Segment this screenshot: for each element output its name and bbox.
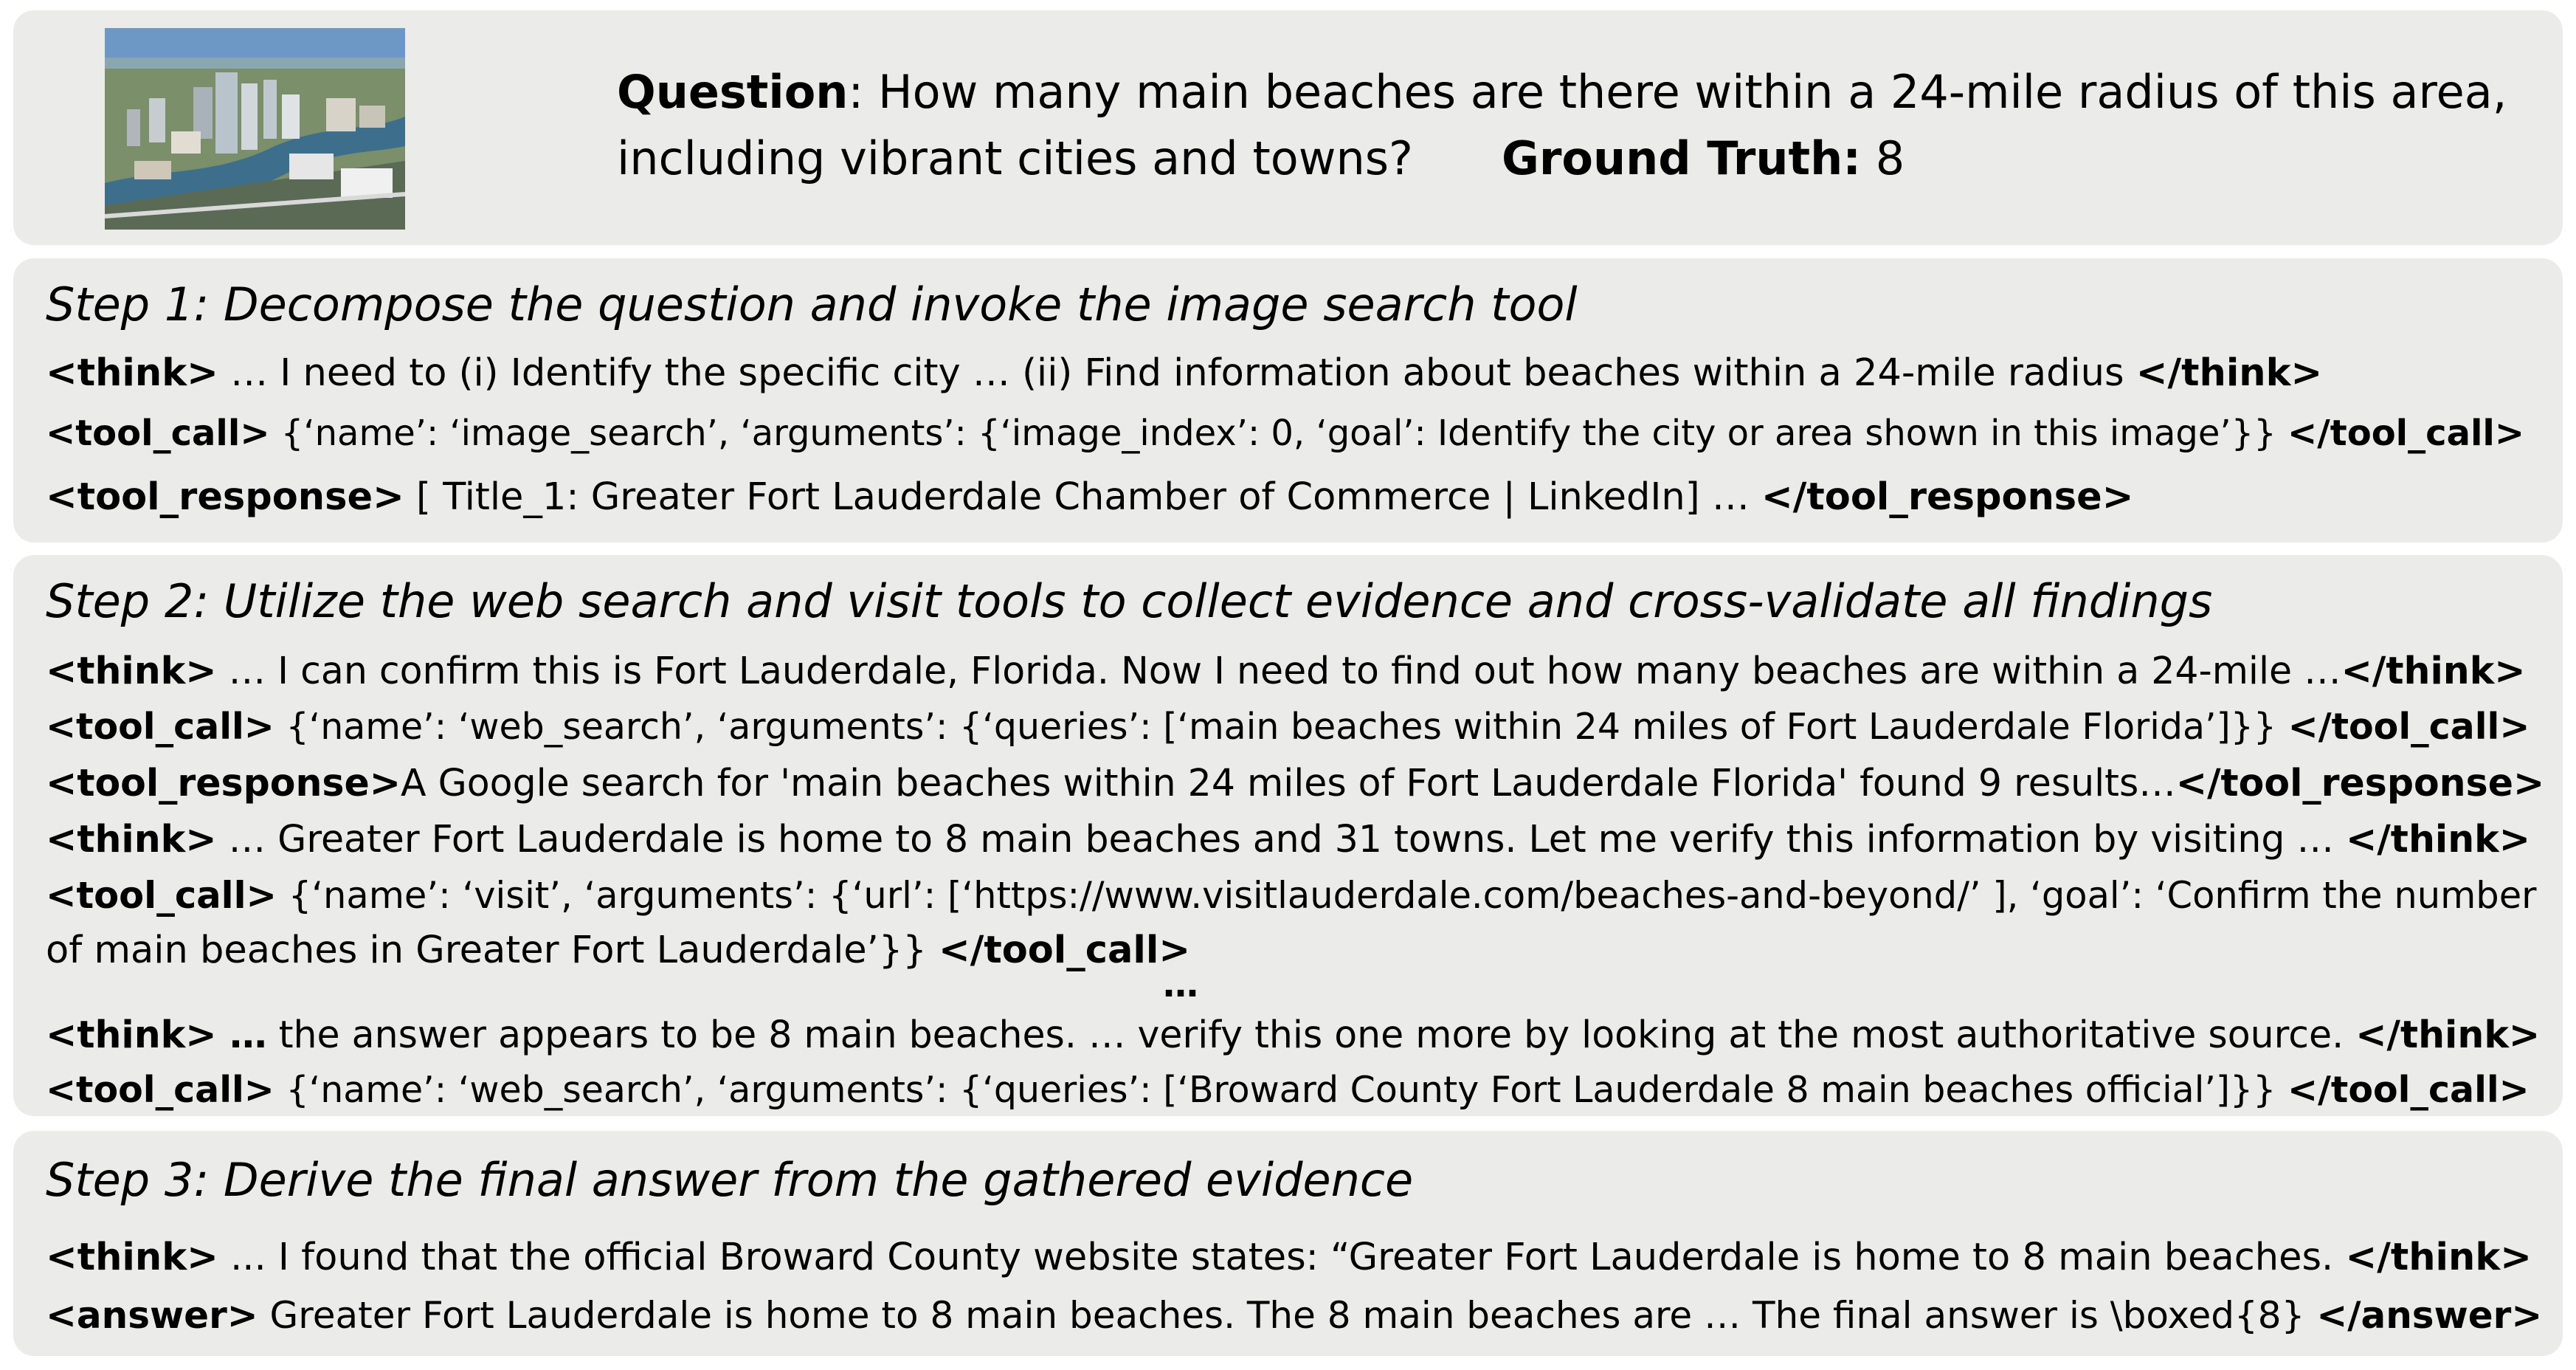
question-line-2 (617, 131, 1905, 185)
close-tag: </tool_call> (2287, 413, 2525, 454)
line-body: {‘name’: ‘web_search’, ‘arguments’: {‘queries’: [‘Broward County Fort Lauderdale 8 main beaches official’]}} (274, 1069, 2287, 1111)
line-body: A Google search for 'main beaches within 24 miles of Fort Lauderdale Florida' found 9 results… (401, 761, 2176, 805)
close-tag: </think> (2355, 1013, 2541, 1056)
close-tag: </think> (2346, 817, 2531, 861)
trace-line (46, 874, 2537, 917)
step-2-panel (13, 555, 2563, 1116)
ground-truth (1502, 131, 1905, 185)
close-tag: </tool_call> (938, 929, 1191, 972)
line-body: of main beaches in Greater Fort Lauderdale’}} (46, 929, 939, 972)
close-tag: </tool_response> (1761, 475, 2134, 519)
open-tag: <tool_response> (46, 761, 401, 805)
trace-line (46, 649, 2526, 692)
open-tag: <answer> (46, 1294, 258, 1337)
line-body: {‘name’: ‘web_search’, ‘arguments’: {‘queries’: [‘main beaches within 24 miles of Fort Lauderdale Florida’]}} (274, 706, 2288, 748)
aerial-city-photo (105, 28, 405, 230)
line-body: {‘name’: ‘visit’, ‘arguments’: {‘url’: [‘https://www.visitlauderdale.com/beaches-and-beyond/’ ], ‘goal’: ‘Confirm the number (277, 874, 2537, 917)
close-tag: </think> (2345, 1236, 2532, 1279)
close-tag: </tool_call> (2287, 1069, 2530, 1111)
line-body: the answer appears to be 8 main beaches. … verify this one more by looking at the most authoritative source. (266, 1013, 2356, 1056)
line-body: [ Title_1: Greater Fort Lauderdale Chamber of Commerce | LinkedIn] … (404, 475, 1762, 519)
trace-line (46, 351, 2323, 395)
close-tag: </tool_response> (2175, 761, 2545, 805)
line-body: {‘name’: ‘image_search’, ‘arguments’: {‘image_index’: 0, ‘goal’: Identify the city or area shown in this image’}} (269, 413, 2288, 454)
trace-line (46, 706, 2530, 748)
open-tag: <tool_call> (46, 1069, 274, 1111)
line-body: ... I found that the official Broward County website states: “Greater Fort Lauderdale is home to 8 main beaches. (218, 1236, 2346, 1279)
close-tag: </think> (2341, 649, 2526, 692)
line-body: … I can confirm this is Fort Lauderdale, Florida. Now I need to find out how many beaches are within a 24-mile … (216, 649, 2341, 692)
step-1-panel (13, 258, 2563, 543)
trace-line (46, 1294, 2543, 1337)
open-tag: <think> (46, 351, 218, 395)
step-2-title: Step 2: Utilize the web search and visit tools to collect evidence and cross-validate all findings (46, 574, 2213, 628)
question-line-1 (617, 65, 2507, 119)
close-tag: </answer> (2316, 1294, 2543, 1337)
step-1-title: Step 1: Decompose the question and invoke the image search tool (46, 278, 1578, 331)
step-3-panel (13, 1131, 2563, 1356)
open-tag: <think> (46, 649, 217, 692)
line-body: … I need to (i) Identify the specific city … (ii) Find information about beaches within a 24-mile radius (218, 351, 2136, 395)
trace-line (46, 475, 2134, 519)
open-tag: <think> … (46, 1013, 267, 1056)
trace-line (46, 1236, 2532, 1279)
open-tag: <think> (46, 817, 217, 861)
ground-truth-label: Ground Truth: (1501, 131, 1862, 185)
aerial-city-image (105, 28, 405, 230)
open-tag: <tool_call> (46, 413, 270, 454)
line-body: Greater Fort Lauderdale is home to 8 main beaches. The 8 main beaches are … The final answer is \boxed{8} (258, 1294, 2317, 1337)
trace-line (46, 1013, 2541, 1056)
trace-line (46, 413, 2525, 454)
step-3-title: Step 3: Derive the final answer from the gathered evidence (46, 1153, 1414, 1207)
question-text-cont: including vibrant cities and towns? (617, 131, 1413, 185)
trace-line (46, 929, 1191, 972)
question-panel (13, 10, 2563, 245)
open-tag: <tool_call> (46, 874, 277, 917)
trace-line (46, 1069, 2530, 1111)
trace-line (46, 817, 2531, 861)
line-body: … Greater Fort Lauderdale is home to 8 main beaches and 31 towns. Let me verify this information by visiting … (216, 817, 2347, 861)
open-tag: <tool_call> (46, 706, 274, 748)
open-tag: <tool_response> (46, 475, 404, 519)
ellipsis: … (1163, 964, 1198, 1005)
question-label: Question (617, 65, 849, 119)
question-text: : How many main beaches are there within a 24-mile radius of this area, (848, 65, 2507, 119)
close-tag: </think> (2135, 351, 2323, 395)
trace-line (46, 761, 2545, 805)
ground-truth-value: 8 (1861, 131, 1905, 185)
open-tag: <think> (46, 1236, 218, 1279)
close-tag: </tool_call> (2287, 706, 2530, 748)
